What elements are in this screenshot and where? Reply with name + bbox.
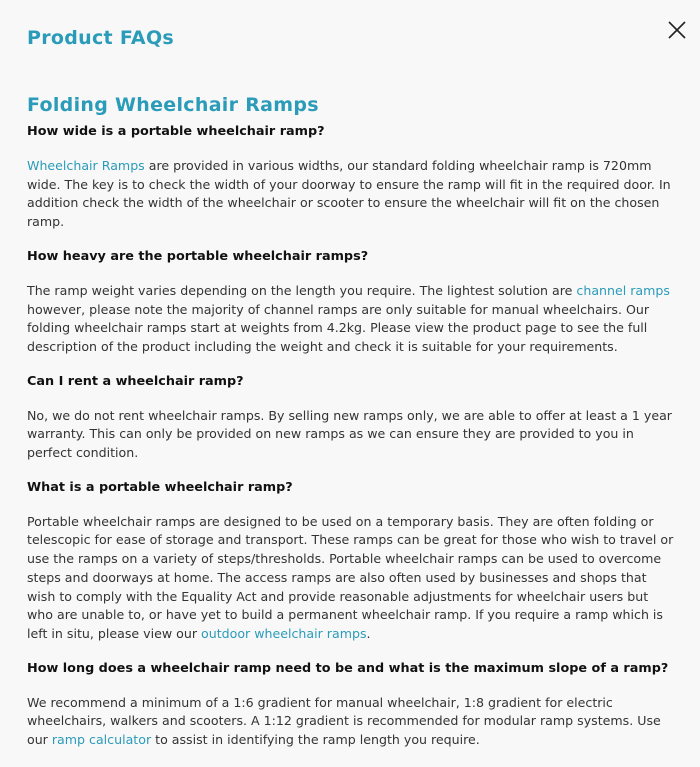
close-button[interactable] [666, 19, 688, 41]
faq-item [27, 374, 677, 463]
outdoor-wheelchair-ramps-link[interactable]: outdoor wheelchair ramps [201, 625, 367, 641]
faq-question: How long does a wheelchair ramp need to be and what is the maximum slope of a ramp? [27, 660, 669, 676]
channel-ramps-link[interactable]: channel ramps [576, 282, 670, 298]
faq-item [27, 249, 677, 357]
faq-answer: We recommend a minimum of a 1:6 gradient for manual wheelchair, 1:8 gradient for electric wheelchairs, walkers and scooters. A 1:12 gradient is recommended for modular ramp systems. Use our ramp calculator to assist in identifying the ramp length you require. [27, 694, 661, 748]
close-icon [666, 19, 688, 41]
faq-item [27, 661, 677, 750]
section-title: Folding Wheelchair Ramps [27, 94, 319, 116]
ramp-calculator-link[interactable]: ramp calculator [51, 732, 152, 748]
faq-answer: No, we do not rent wheelchair ramps. By selling new ramps only, we are able to offer at least a 1 year warranty. This can only be provided on new ramps as we can ensure they are provided to you in perfect condition. [27, 407, 672, 461]
faq-question: How wide is a portable wheelchair ramp? [27, 124, 325, 139]
faq-answer: Wheelchair Ramps are provided in various widths, our standard folding wheelchair ramp is 720mm wide. The key is to check the width of your doorway to ensure the ramp will fit in the required door. In addition check the width of the wheelchair or scooter to ensure the wheelchair will fit on the chosen ramp. [27, 158, 671, 230]
faq-item [27, 480, 677, 644]
page-title: Product FAQs [27, 27, 174, 49]
faq-item [27, 124, 677, 232]
faq-answer: The ramp weight varies depending on the length you require. The lightest solution are channel ramps however, please note the majority of channel ramps are only suitable for manual wheelchairs. Our folding wheelchair ramps start at weights from 4.2kg. Please view the product page to see the full description of the product including the weight and check it is suitable for your requirements. [27, 282, 670, 354]
faq-content [27, 94, 677, 767]
wheelchair-ramps-link[interactable]: Wheelchair Ramps [27, 158, 145, 173]
faq-question: What is a portable wheelchair ramp? [27, 479, 293, 495]
faq-question: Can I rent a wheelchair ramp? [27, 373, 244, 389]
faq-question: How heavy are the portable wheelchair ramps? [27, 248, 369, 264]
faq-answer: Portable wheelchair ramps are designed to be used on a temporary basis. They are often folding or telescopic for ease of storage and transport. These ramps can be great for those who wish to travel or use the ramps on a variety of steps/thresholds. Portable wheelchair ramps can be used to overcome steps and doorways at home. The access ramps are also often used by businesses and shops that wish to comply with the Equality Act and provide reasonable adjustments for wheelchair users but who are unable to, or have yet to build a permanent wheelchair ramp. If you require a ramp which is left in situ, please view our outdoor wheelchair ramps. [27, 513, 674, 641]
